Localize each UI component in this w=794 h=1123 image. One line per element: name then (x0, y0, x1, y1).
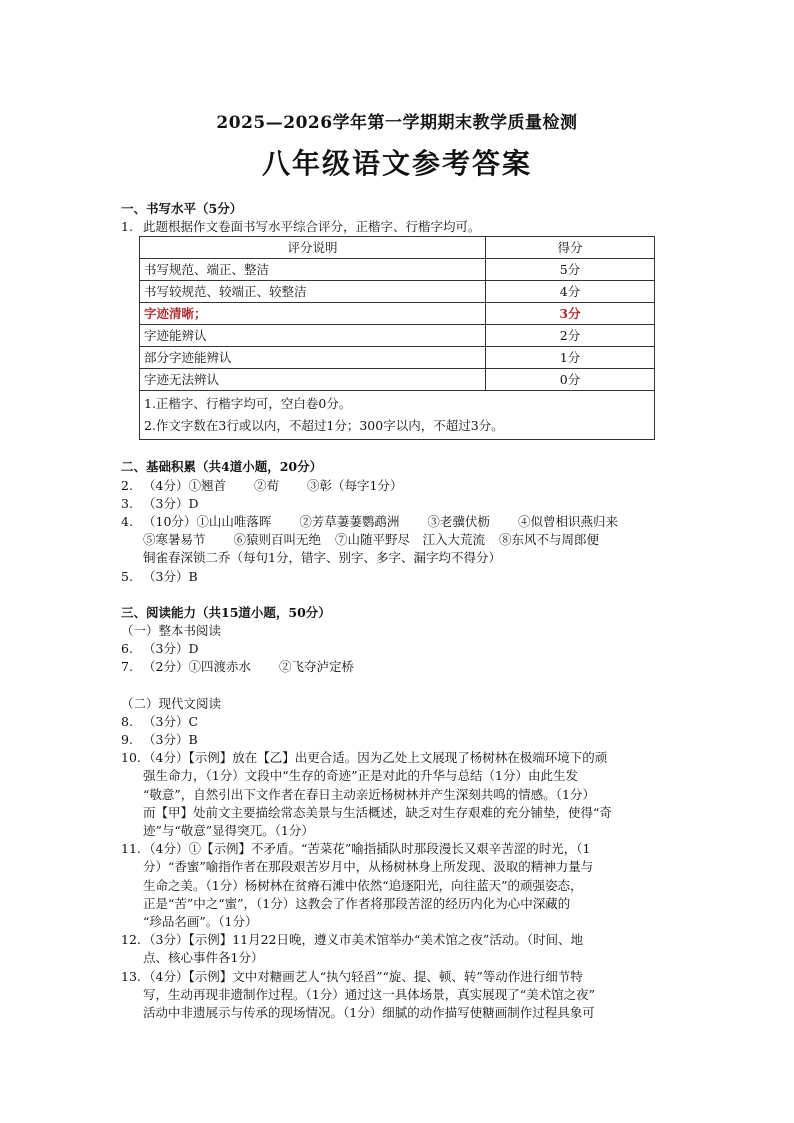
answer-part: ②飞夺泸定桥 (278, 659, 354, 675)
table-note: 1.正楷字、行楷字均可，空白卷0分。 (144, 396, 352, 412)
table-row (140, 369, 655, 391)
question-answer (143, 968, 681, 1023)
answer-line: 生命之美。（1分）杨树林在贫瘠石滩中依然“追逐阳光，向往蓝天”的顽强姿态， (143, 877, 583, 893)
question-answer (143, 840, 681, 931)
row-desc: 书写规范、端正、整洁 (140, 259, 486, 281)
question-5 (121, 568, 681, 586)
answer-content (121, 200, 681, 1022)
table-header-row (140, 237, 655, 259)
answer-part: 铜雀春深锁二乔（每句1分，错字、别字、多字、漏字均不得分） (143, 550, 501, 566)
table-notes (140, 391, 655, 440)
row-desc: 部分字迹能辨认 (140, 347, 486, 369)
answer-part: ⑦山随平野尽 江入大荒流 (335, 532, 486, 548)
question-number: 4. (121, 514, 133, 530)
answer-part: ⑤寒暑易节 (143, 532, 206, 548)
answer-line: “珍品名画”。（1分） (143, 914, 258, 930)
question-answer: （3分）B (143, 732, 198, 748)
row-score: 1分 (486, 347, 655, 369)
answer-line: 点、核心事件各1分） (143, 950, 264, 966)
question-number: 13. (121, 968, 141, 984)
table-header-score: 得分 (486, 237, 655, 259)
row-score: 5分 (486, 259, 655, 281)
scoring-table (139, 236, 655, 440)
question-10 (121, 749, 681, 840)
answer-part: （2分）①四渡赤水 (143, 659, 251, 675)
table-row (140, 259, 655, 281)
answer-line: （4分）【示例】文中对糖画艺人“执勺轻舀”“旋、提、顿、转”等动作进行细节特 (143, 968, 583, 984)
row-desc: 书写较规范、较端正、较整洁 (140, 281, 486, 303)
question-13 (121, 968, 681, 1023)
answer-part: ⑥猿则百叫无绝 (233, 532, 322, 548)
row-desc: 字迹能辨认 (140, 325, 486, 347)
question-3 (121, 495, 681, 513)
answer-line: （3分）【示例】11月22日晚，遵义市美术馆举办“美术馆之夜”活动。（时间、地 (143, 932, 584, 948)
table-row (140, 325, 655, 347)
question-7 (121, 658, 681, 676)
row-score: 4分 (486, 281, 655, 303)
table-header-desc: 评分说明 (140, 237, 486, 259)
question-8 (121, 713, 681, 731)
answer-part: （4分）①翘首 (143, 477, 226, 493)
answer-part: （10分）①山山唯落晖 (143, 514, 272, 530)
answer-line: “敬意”，自然引出下文作者在春日主动亲近杨树林并产生深刻共鸣的情感。（1分） (143, 786, 595, 802)
question-1 (121, 218, 681, 236)
question-answer: （3分）D (143, 495, 199, 511)
exam-title: 2025—2026学年第一学期期末教学质量检测 (216, 113, 578, 133)
question-answer (143, 931, 681, 967)
question-number: 3. (121, 495, 133, 511)
question-6 (121, 640, 681, 658)
question-number: 2. (121, 477, 133, 493)
section-heading-basics: 二、基础积累（共4道小题，20分） (121, 459, 323, 475)
answer-line: 强生命力，（1分）文段中“生存的奇迹”正是对此的升华与总结（1分）由此生发 (143, 768, 578, 784)
question-answer: （3分）C (143, 713, 199, 729)
answer-part: ②芳草萋萋鹦鹉洲 (299, 514, 400, 530)
table-row (140, 281, 655, 303)
answer-part: ③彰（每字1分） (306, 477, 403, 493)
question-12 (121, 931, 681, 967)
answer-part: ⑧东风不与周郎便 (499, 532, 600, 548)
row-score: 0分 (486, 369, 655, 391)
question-answer (143, 749, 681, 840)
row-desc: 字迹无法辨认 (140, 369, 486, 391)
question-answer (143, 477, 681, 495)
question-number: 9. (121, 732, 133, 748)
section-heading-reading: 三、阅读能力（共15道小题，50分） (121, 604, 331, 620)
row-score: 3分 (486, 303, 655, 325)
question-number: 12. (121, 932, 141, 948)
question-number: 5. (121, 568, 133, 584)
question-11 (121, 840, 681, 931)
question-number: 7. (121, 659, 133, 675)
question-answer (143, 513, 681, 568)
question-2 (121, 477, 681, 495)
answer-part: ④似曾相识燕归来 (517, 514, 618, 530)
table-notes-row (140, 391, 655, 440)
question-number: 8. (121, 713, 133, 729)
row-desc: 字迹清晰； (140, 303, 486, 325)
answer-line: 而【甲】处前文主要描绘常态美景与生活概述，缺乏对生存艰难的充分铺垫，使得“奇 (143, 804, 612, 820)
question-number: 6. (121, 641, 133, 657)
answer-line: 分）“香蜜”喻指作者在那段艰苦岁月中，从杨树林身上所发现、汲取的精神力量与 (143, 859, 594, 875)
answer-part: ②荀 (253, 477, 279, 493)
section-heading-writing: 一、书写水平（5分） (121, 201, 243, 216)
table-note: 2.作文字数在3行或以内，不超过1分；300字以内，不超过3分。 (144, 418, 504, 434)
row-score: 2分 (486, 325, 655, 347)
table-row (140, 347, 655, 369)
question-answer: （3分）D (143, 641, 199, 657)
question-text: 此题根据作文卷面书写水平综合评分，正楷字、行楷字均可。 (143, 219, 481, 235)
question-answer (143, 658, 681, 676)
answer-line: 迹”与“敬意”显得突兀。（1分） (143, 823, 314, 839)
answer-line: 正是“苦”中之“蜜”，（1分）这教会了作者将那段苦涩的经历内化为心中深藏的 (143, 895, 571, 911)
answer-line: （4分）【示例】放在【乙】出更合适。因为乙处上文展现了杨树林在极端环境下的顽 (143, 750, 608, 766)
subsection-heading: （二）现代文阅读 (121, 695, 222, 711)
answer-line: 写，生动再现非遗制作过程。（1分）通过这一具体场景，真实展现了“美术馆之夜” (143, 986, 595, 1002)
subsection-heading: （一）整本书阅读 (121, 623, 222, 639)
question-9 (121, 731, 681, 749)
question-number: 11. (121, 841, 141, 857)
answer-part: ③老骥伏枥 (427, 514, 490, 530)
table-row-highlighted (140, 303, 655, 325)
question-answer: （3分）B (143, 568, 198, 584)
question-4 (121, 513, 681, 568)
answer-line: 活动中非遗展示与传承的现场情况。（1分）细腻的动作描写使糖画制作过程具象可 (143, 1005, 595, 1021)
question-number: 10. (121, 750, 141, 766)
answer-line: （4分）①【示例】不矛盾。“苦菜花”喻指插队时那段漫长又艰辛苦涩的时光，（1 (143, 841, 591, 857)
question-number: 1. (121, 219, 133, 235)
page-title: 八年级语文参考答案 (261, 147, 532, 180)
